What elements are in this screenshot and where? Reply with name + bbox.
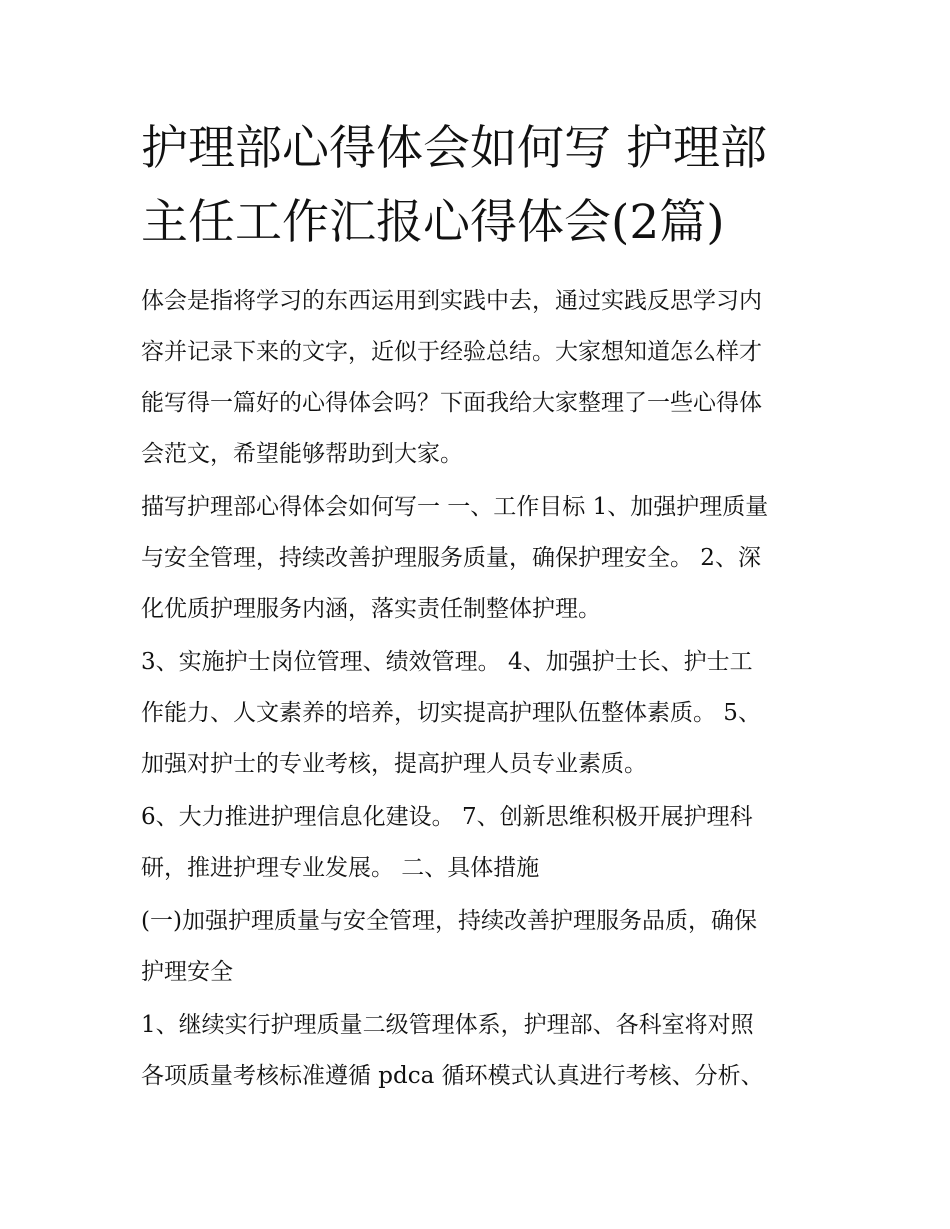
text-line: 研，推进护理专业发展。 二、具体措施 bbox=[141, 855, 540, 881]
text-line: 与安全管理，持续改善护理服务质量，确保护理安全。 2、深 bbox=[141, 545, 761, 571]
text-line: 体会是指将学习的东西运用到实践中去，通过实践反思学习内 bbox=[141, 288, 762, 314]
text-line: 会范文，希望能够帮助到大家。 bbox=[141, 441, 463, 467]
body-paragraph bbox=[141, 637, 821, 790]
text-line: 6、大力推进护理信息化建设。 7、创新思维积极开展护理科 bbox=[141, 804, 753, 830]
body-paragraph bbox=[141, 792, 821, 894]
text-line: 各项质量考核标准遵循 pdca 循环模式认真进行考核、分析、 bbox=[141, 1063, 764, 1089]
intro-paragraph bbox=[141, 276, 821, 480]
text-line: 描写护理部心得体会如何写一 一、工作目标 1、加强护理质量 bbox=[141, 494, 769, 520]
title-line: 主任工作汇报心得体会(2篇) bbox=[141, 195, 725, 250]
document-page bbox=[141, 112, 821, 1104]
text-line: 化优质护理服务内涵，落实责任制整体护理。 bbox=[141, 596, 601, 622]
text-line: 容并记录下来的文字，近似于经验总结。大家想知道怎么样才 bbox=[141, 339, 762, 365]
title-line: 护理部心得体会如何写 护理部 bbox=[141, 121, 767, 176]
body-paragraph bbox=[141, 482, 821, 635]
text-line: 1、继续实行护理质量二级管理体系，护理部、各科室将对照 bbox=[141, 1012, 754, 1038]
text-line: 作能力、人文素养的培养，切实提高护理队伍整体素质。 5、 bbox=[141, 700, 761, 726]
text-line: 护理安全 bbox=[141, 959, 233, 985]
text-line: 3、实施护士岗位管理、绩效管理。 4、加强护士长、护士工 bbox=[141, 649, 753, 675]
text-line: 能写得一篇好的心得体会吗？下面我给大家整理了一些心得体 bbox=[141, 390, 762, 416]
body-paragraph bbox=[141, 1000, 821, 1102]
text-line: (一)加强护理质量与安全管理，持续改善护理服务品质，确保 bbox=[141, 908, 757, 934]
section-heading-paragraph bbox=[141, 896, 821, 998]
text-line: 加强对护士的专业考核，提高护理人员专业素质。 bbox=[141, 751, 647, 777]
document-title bbox=[141, 112, 821, 260]
